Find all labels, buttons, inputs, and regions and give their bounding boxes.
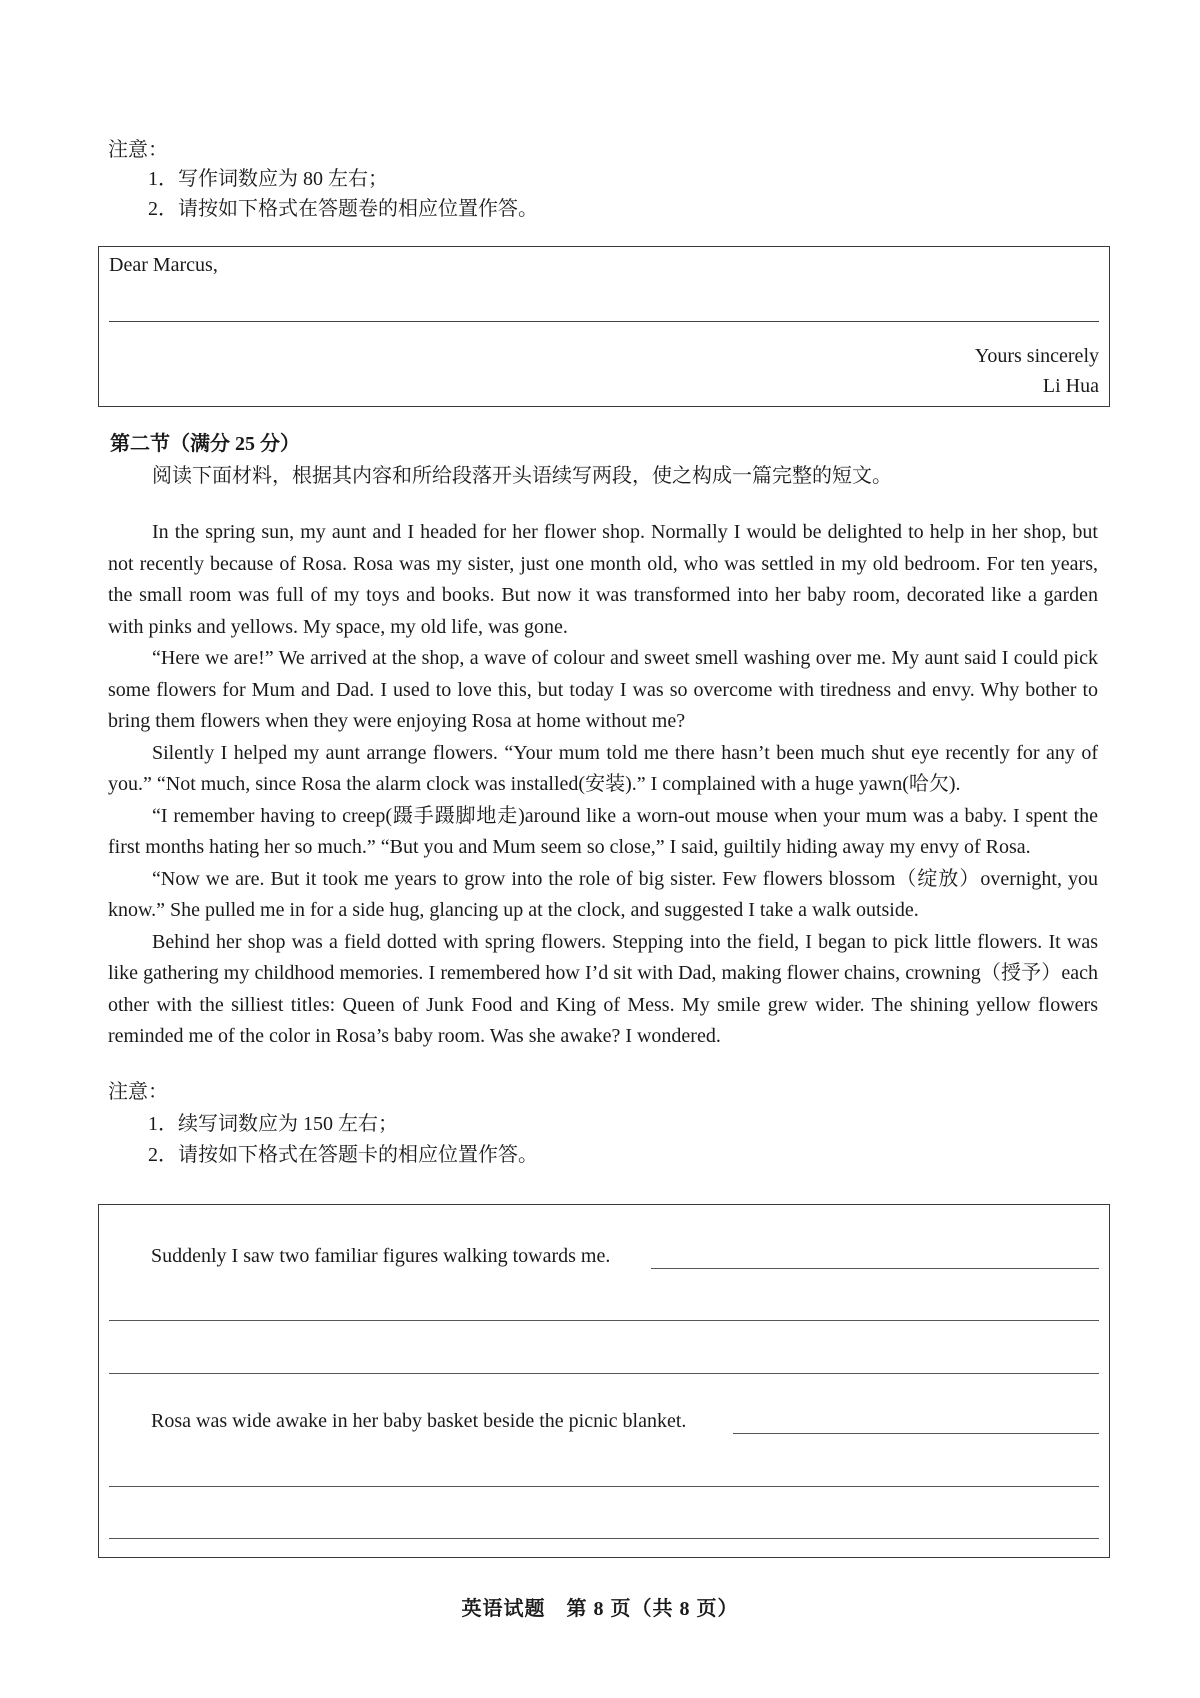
continuation-answer-box xyxy=(98,1204,1110,1558)
notice-item-answer-format: 2．请按如下格式在答题卡的相应位置作答。 xyxy=(148,1144,538,1166)
writing-line xyxy=(651,1268,1099,1269)
letter-writing-line xyxy=(109,321,1099,322)
writing-line xyxy=(109,1373,1099,1374)
passage-paragraph: Behind her shop was a field dotted with spring flowers. Stepping into the field, I began to pick little flowers. It was like gathering my childhood memories. I remembered how I’d sit with Dad, making flower chains, crowning（授予）each other with the silliest titles: Queen of Junk Food and King of Mess. My smile grew wider. The shining yellow flowers reminded me of the color in Rosa’s baby room. Was she awake? I wondered. xyxy=(108,930,1098,1047)
letter-signature: Li Hua xyxy=(1042,375,1099,397)
writing-line xyxy=(733,1433,1099,1434)
passage-paragraph: In the spring sun, my aunt and I headed for her flower shop. Normally I would be delighted to help in her shop, but not recently because of Rosa. Rosa was my sister, just one month old, who was settled in my old bedroom. For ten years, the small room was full of my toys and books. But now it was transformed into her baby room, decorated like a garden with pinks and yellows. My space, my old life, was gone. xyxy=(108,521,1098,638)
letter-closing: Yours sincerely xyxy=(974,345,1099,367)
writing-line xyxy=(109,1486,1099,1487)
notice-label: 注意： xyxy=(108,1081,168,1103)
writing-line xyxy=(109,1320,1099,1321)
passage-paragraph: “Here we are!” We arrived at the shop, a wave of colour and sweet smell washing over me. My aunt said I could pick some flowers for Mum and Dad. I used to love this, but today I was so overcome with tiredness and envy. Why bother to bring them flowers when they were enjoying Rosa at home without me? xyxy=(108,647,1098,732)
writing-line xyxy=(109,1538,1099,1539)
page-footer: 英语试题 第 8 页（共 8 页） xyxy=(461,1598,739,1620)
letter-answer-box xyxy=(98,246,1110,407)
section-title: 第二节（满分 25 分） xyxy=(110,433,300,455)
passage-paragraph: Silently I helped my aunt arrange flowers. “Your mum told me there hasn’t been much shut eye recently for any of you.” “Not much, since Rosa the alarm clock was installed(安装).” I complained with a huge yawn(哈欠). xyxy=(108,741,1098,795)
notice-item-word-count: 1．写作词数应为 80 左右； xyxy=(148,168,388,190)
reading-passage xyxy=(108,517,1098,1053)
notice-item-answer-format: 2．请按如下格式在答题卷的相应位置作答。 xyxy=(148,198,538,220)
passage-paragraph: “I remember having to creep(蹑手蹑脚地走)around like a worn-out mouse when your mum was a baby. I spent the first months hating her so much.” “But you and Mum seem so close,” I said, guiltily hiding away my envy of Rosa. xyxy=(108,804,1098,858)
letter-greeting: Dear Marcus, xyxy=(109,254,218,276)
section-instruction: 阅读下面材料，根据其内容和所给段落开头语续写两段，使之构成一篇完整的短文。 xyxy=(152,465,892,487)
notice-item-word-count: 1．续写词数应为 150 左右； xyxy=(148,1113,398,1135)
passage-paragraph: “Now we are. But it took me years to grow into the role of big sister. Few flowers blossom（绽放）overnight, you know.” She pulled me in for a side hug, glancing up at the clock, and suggested I take a walk outside. xyxy=(108,867,1098,921)
paragraph2-opening: Rosa was wide awake in her baby basket beside the picnic blanket. xyxy=(151,1410,687,1432)
paragraph1-opening: Suddenly I saw two familiar figures walking towards me. xyxy=(151,1245,611,1267)
notice-label: 注意： xyxy=(108,139,168,161)
